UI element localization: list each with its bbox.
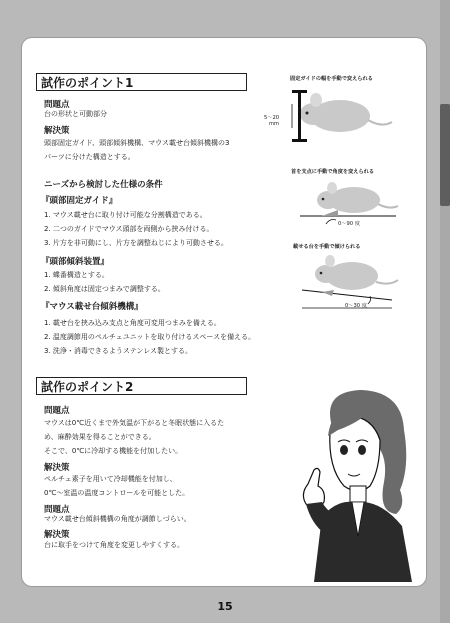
- fig3-angle: 0〜30 度: [345, 303, 367, 309]
- point2-line: マウスは0℃近くまで外気温が下がると冬眠状態に入るた: [44, 419, 225, 427]
- spec-group-title: 『頭部固定ガイド』: [41, 196, 118, 206]
- point1-solution-label: 解決策: [44, 126, 70, 136]
- spec-item: 2. 傾斜角度は固定つまみで調整する。: [44, 285, 165, 293]
- point2-line: 0℃〜室温の温度コントロールを可能とした。: [44, 489, 190, 497]
- point2-line: め、麻酔効果を得ることができる。: [44, 433, 156, 441]
- page-number: 15: [217, 600, 233, 613]
- fig1-unit: mm: [269, 121, 280, 127]
- point2-label: 解決策: [44, 463, 70, 473]
- fig2-caption: 首を支点に手動で角度を変えられる: [291, 169, 375, 175]
- point2-label: 問題点: [44, 505, 70, 515]
- point2-label: 解決策: [44, 530, 70, 540]
- fig1-caption: 固定ガイドの幅を手動で変えられる: [290, 76, 373, 82]
- point2-line: ペルチェ素子を用いて冷却機能を付加し、: [44, 475, 177, 483]
- spec-item: 2. 二つのガイドでマウス頭部を両側から挟み付ける。: [44, 225, 214, 233]
- fig1-range: 5〜20: [264, 115, 280, 121]
- spec-group-title: 『頭部傾斜装置』: [41, 257, 110, 267]
- woman-character-illustration: [292, 386, 418, 582]
- point1-solution-line: 頭部固定ガイド、頭部傾斜機構、マウス載せ台傾斜機構の3: [44, 139, 230, 147]
- spec-item: 1. 蝶番構造とする。: [44, 271, 109, 279]
- point1-solution-line: パーツに分けた構造とする。: [44, 153, 135, 161]
- mouse-platform-tilt-figure: [292, 252, 402, 320]
- point2-title: 試作のポイント2: [36, 377, 247, 395]
- spec-item: 2. 温度調節用のペルチェユニットを取り付けるスペースを備える。: [44, 333, 256, 341]
- point2-label: 問題点: [44, 406, 70, 416]
- point1-problem-label: 問題点: [44, 100, 70, 110]
- point1-problem-text: 台の形状と可動部分: [44, 110, 107, 118]
- spec-item: 1. マウス載せ台に取り付け可能な分割構造である。: [44, 211, 207, 219]
- fig2-angle: 0〜90 度: [338, 221, 360, 227]
- spec-item: 3. 片方を非可動にし、片方を調整ねじにより可動させる。: [44, 239, 228, 247]
- scrollbar-track[interactable]: [440, 0, 450, 623]
- spec-group-title: 『マウス載せ台傾斜機構』: [41, 302, 143, 312]
- needs-heading: ニーズから検討した仕様の条件: [44, 180, 163, 190]
- point1-title: 試作のポイント1: [36, 73, 247, 91]
- scrollbar-thumb[interactable]: [440, 104, 450, 206]
- spec-item: 1. 載せ台を挟み込み支点と角度可変用つまみを備える。: [44, 319, 221, 327]
- point2-line: 台に取手をつけて角度を変更しやすくする。: [44, 541, 184, 549]
- point2-line: そこで、0℃に冷却する機能を付加したい。: [44, 447, 183, 455]
- point2-line: マウス載せ台傾斜機構の角度が調節しづらい。: [44, 515, 191, 523]
- spec-item: 3. 洗浄・消毒できるようステンレス製とする。: [44, 347, 193, 355]
- fig3-caption: 載せる台を手動で傾けられる: [293, 244, 361, 250]
